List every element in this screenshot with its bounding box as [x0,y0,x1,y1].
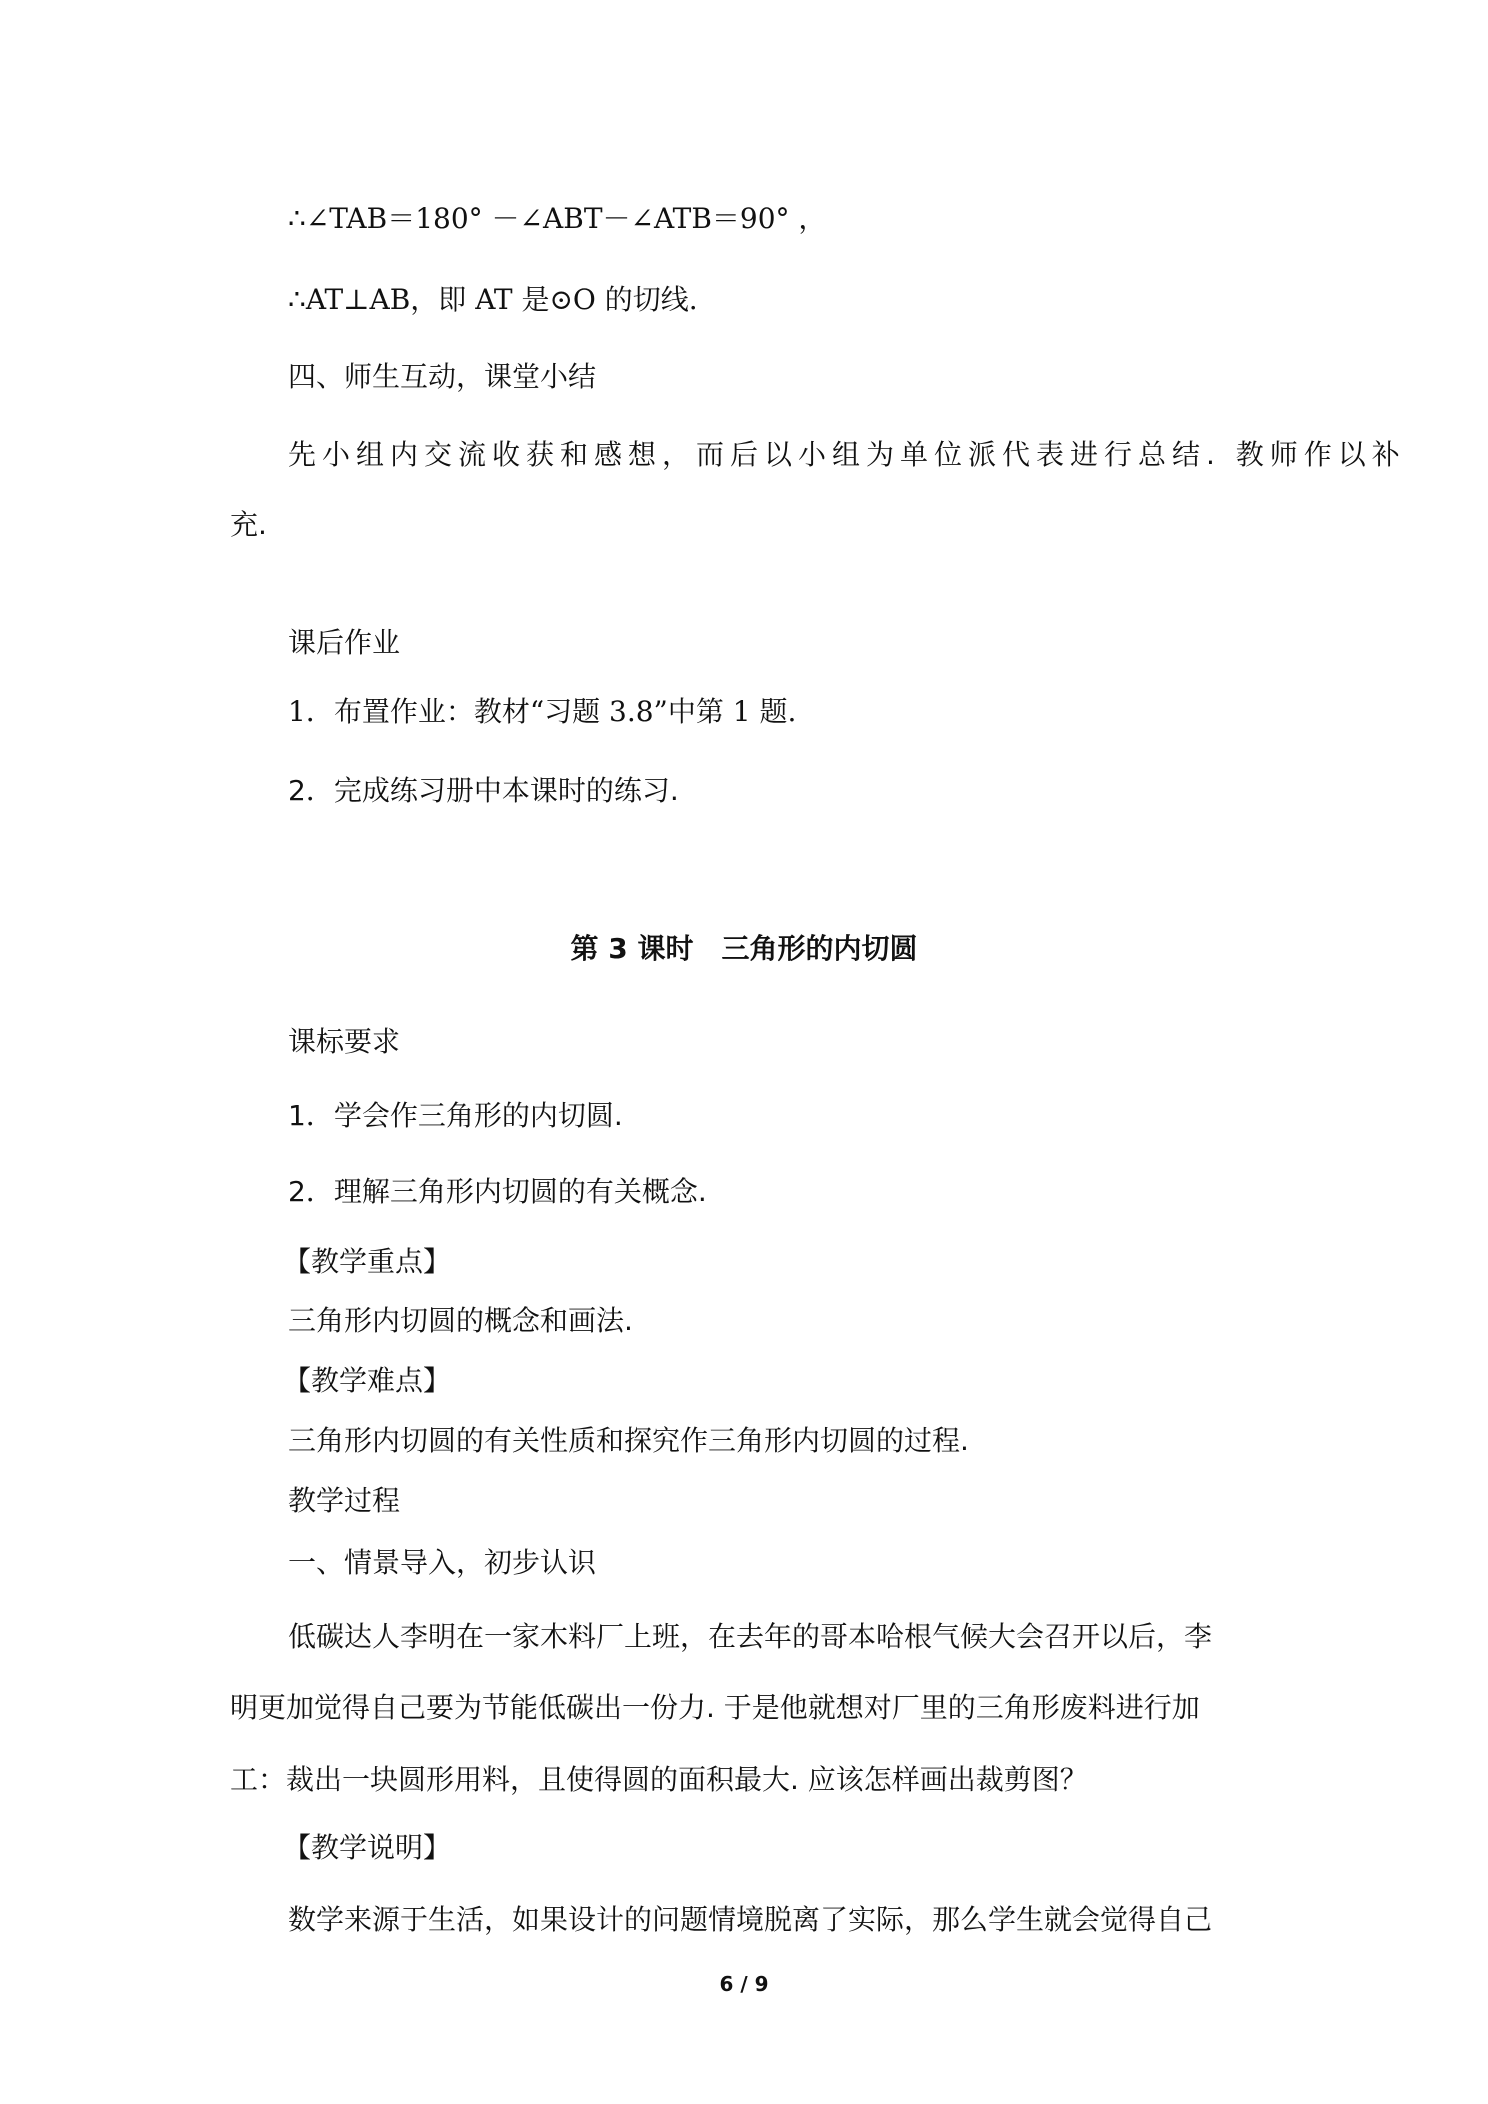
standard-item-1: 1．学会作三角形的内切圆. [288,1099,623,1132]
page-number: 6 / 9 [719,1972,769,1996]
key-points-text: 三角形内切圆的概念和画法. [288,1304,633,1337]
section-heading-summary: 四、师生互动，课堂小结 [288,360,597,393]
homework-heading: 课后作业 [288,626,401,659]
process-heading: 教学过程 [288,1484,401,1517]
section-heading-intro: 一、情景导入，初步认识 [288,1546,597,1579]
standards-heading: 课标要求 [288,1025,401,1058]
homework-item-2: 2．完成练习册中本课时的练习. [288,774,679,807]
lesson-title: 第 3 课时 三角形的内切圆 [570,932,918,965]
difficult-points-heading: 【教学难点】 [283,1364,452,1397]
summary-paragraph-line-1: 先小组内交流收获和感想，而后以小组为单位派代表进行总结. 教师作以补 [288,438,1406,471]
key-points-heading: 【教学重点】 [283,1245,452,1278]
story-line-2: 明更加觉得自己要为节能低碳出一份力. 于是他就想对厂里的三角形废料进行加 [230,1691,1200,1724]
explanation-line-1: 数学来源于生活，如果设计的问题情境脱离了实际，那么学生就会觉得自己 [288,1903,1213,1936]
summary-paragraph-line-2: 充. [230,508,267,541]
homework-item-1: 1．布置作业：教材“习题 3.8”中第 1 题. [288,695,797,728]
difficult-points-text: 三角形内切圆的有关性质和探究作三角形内切圆的过程. [288,1424,969,1457]
proof-line-1: ∴∠TAB＝180° －∠ABT－∠ATB＝90° ， [288,202,827,235]
story-line-1: 低碳达人李明在一家木料厂上班，在去年的哥本哈根气候大会召开以后，李 [288,1620,1213,1653]
standard-item-2: 2．理解三角形内切圆的有关概念. [288,1175,707,1208]
proof-line-2: ∴AT⊥AB，即 AT 是⊙O 的切线. [288,283,698,316]
explanation-heading: 【教学说明】 [283,1831,452,1864]
story-line-3: 工：裁出一块圆形用料，且使得圆的面积最大. 应该怎样画出裁剪图？ [230,1763,1088,1796]
